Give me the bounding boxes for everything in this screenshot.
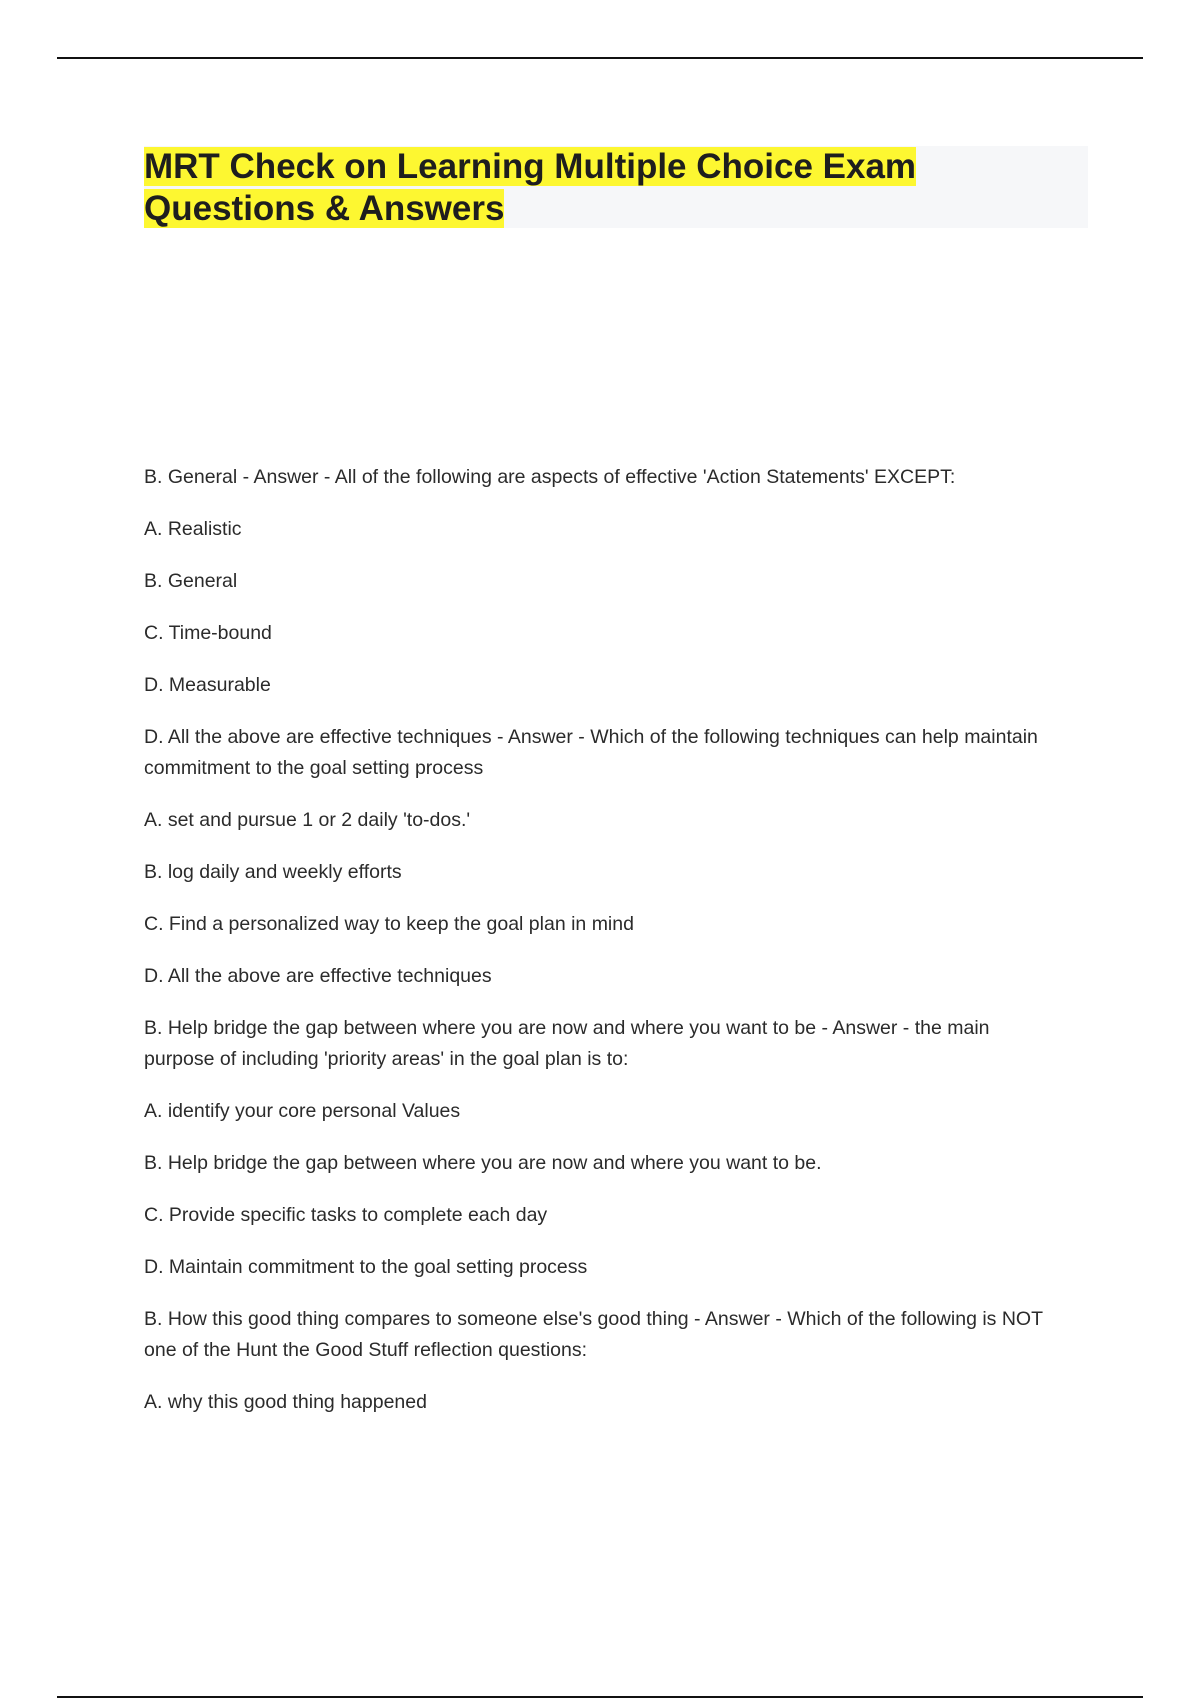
question-3-option-b: B. Help bridge the gap between where you are now and where you want to be.	[144, 1152, 822, 1174]
question-1-answer-line: B. General - Answer - All of the following are aspects of effective 'Action Statements' EXCEPT:	[144, 466, 956, 488]
question-2-answer-line: D. All the above are effective techniques - Answer - Which of the following techniques can help maintain commitment to the goal setting process	[144, 726, 1038, 779]
question-2-option-a: A. set and pursue 1 or 2 daily 'to-dos.'	[144, 809, 471, 831]
title-line-1: MRT Check on Learning Multiple Choice Exam	[144, 147, 917, 186]
question-3-answer-line: B. Help bridge the gap between where you are now and where you want to be - Answer - the main purpose of including 'priority areas' in the goal plan is to:	[144, 1017, 990, 1070]
question-4-answer-line: B. How this good thing compares to someone else's good thing - Answer - Which of the following is NOT one of the Hunt the Good Stuff reflection questions:	[144, 1308, 1043, 1361]
question-3-option-d: D. Maintain commitment to the goal setting process	[144, 1256, 588, 1278]
title-line-2: Questions & Answers	[144, 189, 505, 228]
question-4-option-a: A. why this good thing happened	[144, 1391, 427, 1413]
document-title	[144, 146, 964, 230]
title-block	[144, 146, 1088, 228]
question-list	[144, 462, 1064, 1439]
question-2-option-d: D. All the above are effective techniques	[144, 965, 492, 987]
top-rule	[57, 57, 1143, 59]
question-1-option-c: C. Time-bound	[144, 622, 272, 644]
question-1-option-a: A. Realistic	[144, 518, 242, 540]
question-2-option-c: C. Find a personalized way to keep the goal plan in mind	[144, 913, 634, 935]
question-3-option-a: A. identify your core personal Values	[144, 1100, 461, 1122]
question-3-option-c: C. Provide specific tasks to complete each day	[144, 1204, 548, 1226]
question-1-option-d: D. Measurable	[144, 674, 271, 696]
question-1-option-b: B. General	[144, 570, 238, 592]
bottom-rule	[57, 1696, 1143, 1698]
question-2-option-b: B. log daily and weekly efforts	[144, 861, 402, 883]
